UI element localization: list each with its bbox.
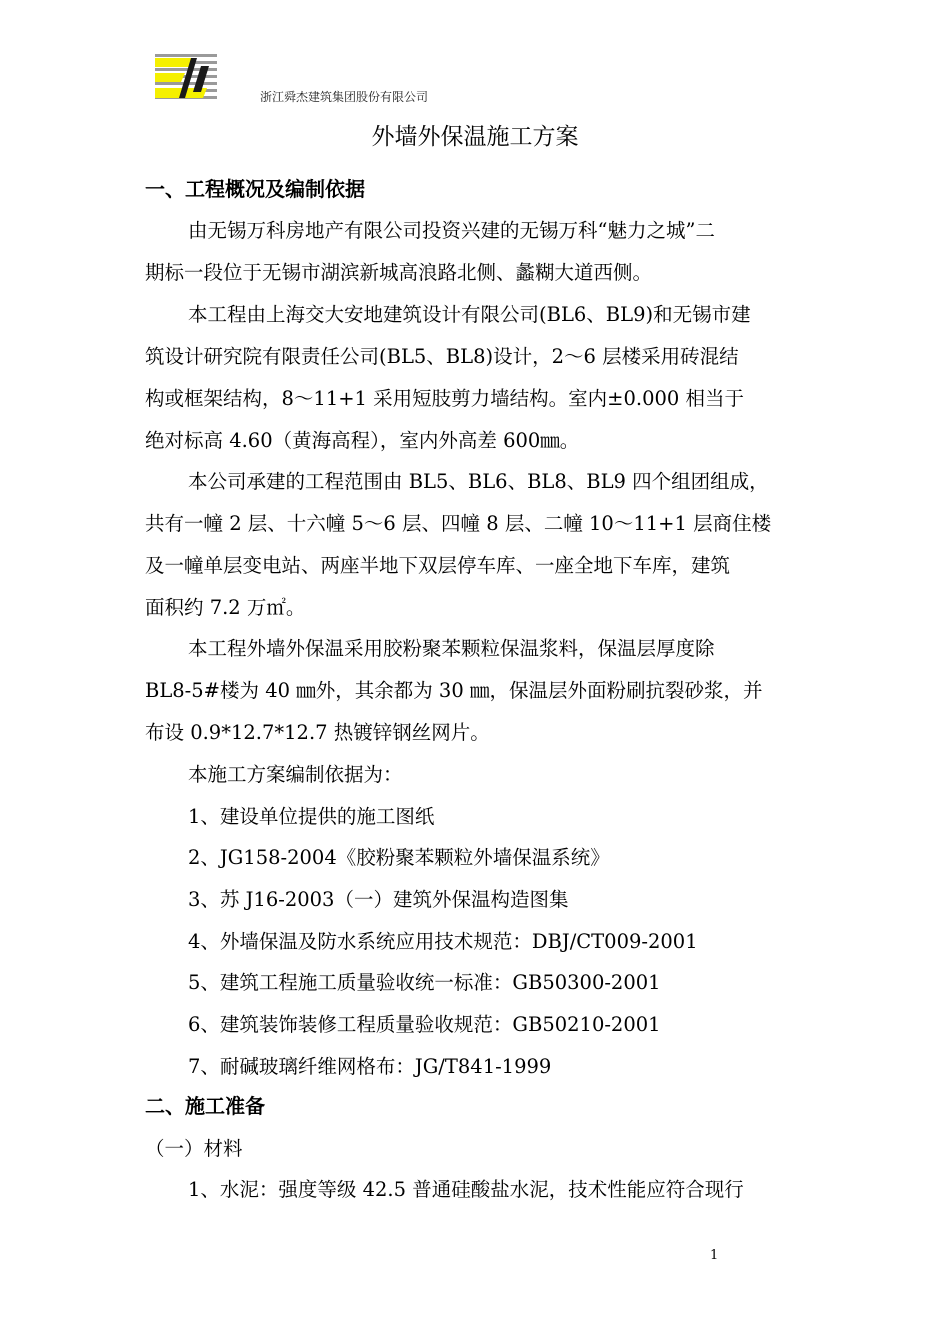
company-logo <box>155 52 217 104</box>
materials-item-1: 1、水泥：强度等级 42.5 普通硅酸盐水泥，技术性能应符合现行 <box>188 1178 744 1201</box>
para4-line1: 本工程外墙外保温采用胶粉聚苯颗粒保温浆料，保温层厚度除 <box>188 637 715 660</box>
para2-line3: 构或框架结构，8～11+1 采用短肢剪力墙结构。室内±0.000 相当于 <box>145 387 745 410</box>
para1-line2: 期标一段位于无锡市湖滨新城高浪路北侧、蠡糊大道西侧。 <box>145 261 653 284</box>
page-number: 1 <box>710 1248 719 1263</box>
para3-line4: 面积约 7.2 万㎡。 <box>145 596 306 619</box>
para3-line2: 共有一幢 2 层、十六幢 5～6 层、四幢 8 层、二幢 10～11+1 层商住楼 <box>145 512 772 535</box>
para4-line2: BL8-5#楼为 40 ㎜外，其余都为 30 ㎜，保温层外面粉刷抗裂砂浆，并 <box>145 679 763 702</box>
paragraph-line <box>188 215 805 243</box>
basis-item-6: 6、建筑装饰装修工程质量验收规范：GB50210-2001 <box>188 1013 661 1036</box>
para4-line3: 布设 0.9*12.7*12.7 热镀锌钢丝网片。 <box>145 721 490 744</box>
para2-line1: 本工程由上海交大安地建筑设计有限公司(BL6、BL9)和无锡市建 <box>188 303 751 326</box>
para3-line3: 及一幢单层变电站、两座半地下双层停车库、一座全地下车库，建筑 <box>145 554 731 577</box>
document-title: 外墙外保温施工方案 <box>371 124 579 150</box>
para2-line2: 筑设计研究院有限责任公司(BL5、BL8)设计，2～6 层楼采用砖混结 <box>145 345 739 368</box>
basis-item-2: 2、JG158-2004《胶粉聚苯颗粒外墙保温系统》 <box>188 846 610 869</box>
para2-line4: 绝对标高 4.60（黄海高程），室内外高差 600㎜。 <box>145 429 580 452</box>
basis-item-5: 5、建筑工程施工质量验收统一标准：GB50300-2001 <box>188 971 661 994</box>
basis-intro: 本施工方案编制依据为： <box>188 763 403 786</box>
para3-line1: 本公司承建的工程范围由 BL5、BL6、BL8、BL9 四个组团组成， <box>188 470 769 493</box>
subsection-materials: （一）材料 <box>145 1137 243 1160</box>
basis-item-3: 3、苏 J16-2003（一）建筑外保温构造图集 <box>188 888 569 911</box>
section-heading-1: 一、工程概况及编制依据 <box>145 177 365 201</box>
basis-item-7: 7、耐碱玻璃纤维网格布：JG/T841-1999 <box>188 1055 552 1078</box>
company-name: 浙江舜杰建筑集团股份有限公司 <box>260 90 429 104</box>
basis-item-1: 1、建设单位提供的施工图纸 <box>188 805 435 828</box>
para1-line1: 由无锡万科房地产有限公司投资兴建的无锡万科“魅力之城”二 <box>188 219 715 242</box>
basis-item-4: 4、外墙保温及防水系统应用技术规范：DBJ/CT009-2001 <box>188 930 698 953</box>
section-heading-2: 二、施工准备 <box>145 1094 265 1118</box>
